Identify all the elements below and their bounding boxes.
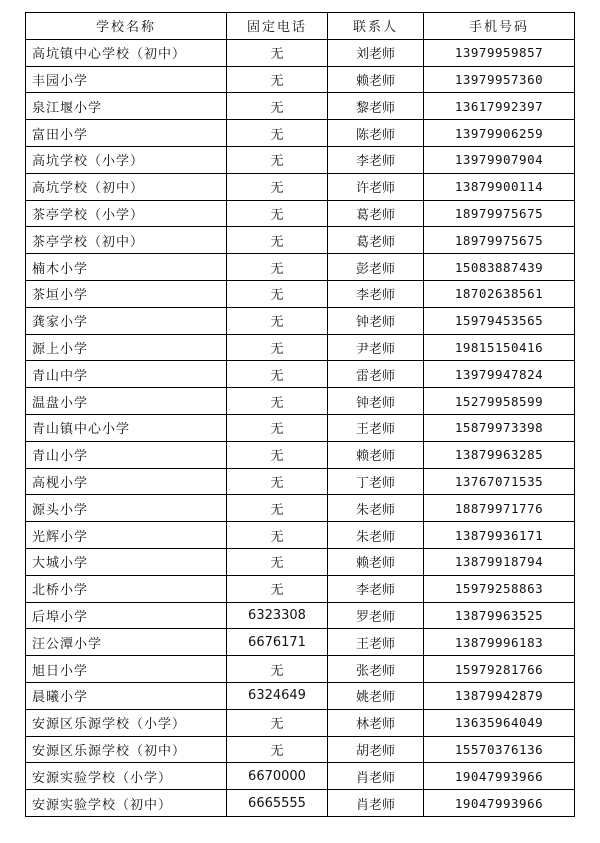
- cell-mobile: 19047993966: [424, 763, 575, 790]
- cell-landline: 无: [227, 548, 328, 575]
- cell-school-name: 茶亭学校（初中）: [26, 227, 227, 254]
- cell-school-name: 安源区乐源学校（小学）: [26, 709, 227, 736]
- cell-school-name: 青山中学: [26, 361, 227, 388]
- cell-contact-person: 丁老师: [328, 468, 424, 495]
- table-row: [26, 334, 575, 361]
- cell-contact-person: 葛老师: [328, 200, 424, 227]
- cell-contact-person: 朱老师: [328, 522, 424, 549]
- header-school-name: 学校名称: [26, 13, 227, 40]
- cell-school-name: 丰园小学: [26, 66, 227, 93]
- table-row: [26, 307, 575, 334]
- cell-contact-person: 姚老师: [328, 682, 424, 709]
- header-row: [26, 13, 575, 40]
- cell-contact-person: 李老师: [328, 575, 424, 602]
- cell-landline: 无: [227, 254, 328, 281]
- cell-landline: 无: [227, 388, 328, 415]
- cell-contact-person: 朱老师: [328, 495, 424, 522]
- cell-contact-person: 尹老师: [328, 334, 424, 361]
- table-row: [26, 120, 575, 147]
- cell-mobile: 13979957360: [424, 66, 575, 93]
- cell-landline: 6676171: [227, 629, 328, 656]
- cell-landline: 无: [227, 120, 328, 147]
- cell-school-name: 茶亭学校（小学）: [26, 200, 227, 227]
- header-landline: 固定电话: [227, 13, 328, 40]
- table-row: [26, 495, 575, 522]
- cell-contact-person: 钟老师: [328, 307, 424, 334]
- cell-landline: 无: [227, 468, 328, 495]
- cell-mobile: 13979906259: [424, 120, 575, 147]
- cell-mobile: 13879936171: [424, 522, 575, 549]
- cell-mobile: 13879996183: [424, 629, 575, 656]
- table-row: [26, 227, 575, 254]
- cell-contact-person: 胡老师: [328, 736, 424, 763]
- cell-contact-person: 彭老师: [328, 254, 424, 281]
- cell-mobile: 15570376136: [424, 736, 575, 763]
- table-row: [26, 200, 575, 227]
- cell-landline: 6665555: [227, 790, 328, 817]
- table-row: [26, 93, 575, 120]
- cell-mobile: 13617992397: [424, 93, 575, 120]
- cell-school-name: 泉江堰小学: [26, 93, 227, 120]
- cell-mobile: 19047993966: [424, 790, 575, 817]
- cell-contact-person: 陈老师: [328, 120, 424, 147]
- cell-mobile: 18979975675: [424, 227, 575, 254]
- cell-landline: 无: [227, 441, 328, 468]
- table-row: [26, 548, 575, 575]
- cell-school-name: 温盘小学: [26, 388, 227, 415]
- cell-contact-person: 李老师: [328, 146, 424, 173]
- cell-mobile: 15083887439: [424, 254, 575, 281]
- table-row: [26, 254, 575, 281]
- cell-school-name: 源上小学: [26, 334, 227, 361]
- cell-mobile: 13979907904: [424, 146, 575, 173]
- cell-contact-person: 李老师: [328, 280, 424, 307]
- table-row: [26, 441, 575, 468]
- table-row: [26, 763, 575, 790]
- cell-landline: 无: [227, 146, 328, 173]
- table-row: [26, 602, 575, 629]
- cell-school-name: 龚家小学: [26, 307, 227, 334]
- table-row: [26, 361, 575, 388]
- table-row: [26, 146, 575, 173]
- cell-contact-person: 林老师: [328, 709, 424, 736]
- cell-landline: 无: [227, 200, 328, 227]
- school-contact-table: [25, 12, 575, 817]
- header-contact-person: 联系人: [328, 13, 424, 40]
- table-row: [26, 173, 575, 200]
- cell-landline: 无: [227, 414, 328, 441]
- table-row: [26, 736, 575, 763]
- cell-contact-person: 葛老师: [328, 227, 424, 254]
- cell-school-name: 青山镇中心小学: [26, 414, 227, 441]
- table-row: [26, 629, 575, 656]
- cell-landline: 无: [227, 522, 328, 549]
- cell-mobile: 13979959857: [424, 39, 575, 66]
- cell-landline: 无: [227, 736, 328, 763]
- table-row: [26, 388, 575, 415]
- cell-landline: 无: [227, 66, 328, 93]
- cell-school-name: 茶垣小学: [26, 280, 227, 307]
- header-mobile: 手机号码: [424, 13, 575, 40]
- cell-contact-person: 赖老师: [328, 548, 424, 575]
- cell-mobile: 19815150416: [424, 334, 575, 361]
- cell-contact-person: 许老师: [328, 173, 424, 200]
- cell-school-name: 楠木小学: [26, 254, 227, 281]
- cell-mobile: 13767071535: [424, 468, 575, 495]
- cell-contact-person: 肖老师: [328, 790, 424, 817]
- cell-landline: 无: [227, 227, 328, 254]
- cell-mobile: 13635964049: [424, 709, 575, 736]
- cell-landline: 无: [227, 575, 328, 602]
- cell-school-name: 汪公潭小学: [26, 629, 227, 656]
- table-row: [26, 682, 575, 709]
- cell-contact-person: 王老师: [328, 414, 424, 441]
- table-row: [26, 709, 575, 736]
- cell-school-name: 旭日小学: [26, 656, 227, 683]
- cell-landline: 无: [227, 656, 328, 683]
- cell-landline: 无: [227, 280, 328, 307]
- cell-contact-person: 赖老师: [328, 66, 424, 93]
- cell-contact-person: 黎老师: [328, 93, 424, 120]
- cell-mobile: 18879971776: [424, 495, 575, 522]
- cell-mobile: 15979258863: [424, 575, 575, 602]
- cell-school-name: 高坑学校（小学）: [26, 146, 227, 173]
- cell-mobile: 15279958599: [424, 388, 575, 415]
- cell-landline: 6323308: [227, 602, 328, 629]
- cell-mobile: 13979947824: [424, 361, 575, 388]
- cell-school-name: 光辉小学: [26, 522, 227, 549]
- cell-landline: 无: [227, 173, 328, 200]
- cell-contact-person: 赖老师: [328, 441, 424, 468]
- cell-mobile: 15979453565: [424, 307, 575, 334]
- cell-landline: 6324649: [227, 682, 328, 709]
- cell-mobile: 15879973398: [424, 414, 575, 441]
- cell-school-name: 高坑学校（初中）: [26, 173, 227, 200]
- cell-landline: 无: [227, 495, 328, 522]
- cell-school-name: 高枧小学: [26, 468, 227, 495]
- cell-contact-person: 王老师: [328, 629, 424, 656]
- cell-contact-person: 肖老师: [328, 763, 424, 790]
- cell-contact-person: 刘老师: [328, 39, 424, 66]
- cell-school-name: 北桥小学: [26, 575, 227, 602]
- table-row: [26, 468, 575, 495]
- cell-school-name: 大城小学: [26, 548, 227, 575]
- cell-landline: 无: [227, 93, 328, 120]
- cell-landline: 无: [227, 307, 328, 334]
- cell-school-name: 富田小学: [26, 120, 227, 147]
- cell-school-name: 安源区乐源学校（初中）: [26, 736, 227, 763]
- table-row: [26, 414, 575, 441]
- cell-landline: 6670000: [227, 763, 328, 790]
- cell-school-name: 安源实验学校（初中）: [26, 790, 227, 817]
- cell-contact-person: 钟老师: [328, 388, 424, 415]
- cell-landline: 无: [227, 334, 328, 361]
- table-row: [26, 66, 575, 93]
- cell-school-name: 安源实验学校（小学）: [26, 763, 227, 790]
- table-row: [26, 522, 575, 549]
- cell-mobile: 15979281766: [424, 656, 575, 683]
- cell-contact-person: 张老师: [328, 656, 424, 683]
- cell-mobile: 18979975675: [424, 200, 575, 227]
- cell-school-name: 青山小学: [26, 441, 227, 468]
- cell-mobile: 18702638561: [424, 280, 575, 307]
- cell-mobile: 13879963285: [424, 441, 575, 468]
- table-row: [26, 656, 575, 683]
- table-row: [26, 575, 575, 602]
- cell-mobile: 13879900114: [424, 173, 575, 200]
- cell-landline: 无: [227, 39, 328, 66]
- cell-landline: 无: [227, 709, 328, 736]
- table-row: [26, 790, 575, 817]
- cell-contact-person: 雷老师: [328, 361, 424, 388]
- cell-mobile: 13879918794: [424, 548, 575, 575]
- cell-mobile: 13879963525: [424, 602, 575, 629]
- cell-contact-person: 罗老师: [328, 602, 424, 629]
- cell-mobile: 13879942879: [424, 682, 575, 709]
- cell-school-name: 源头小学: [26, 495, 227, 522]
- cell-landline: 无: [227, 361, 328, 388]
- cell-school-name: 后埠小学: [26, 602, 227, 629]
- table-row: [26, 280, 575, 307]
- cell-school-name: 晨曦小学: [26, 682, 227, 709]
- cell-school-name: 高坑镇中心学校（初中）: [26, 39, 227, 66]
- table-row: [26, 39, 575, 66]
